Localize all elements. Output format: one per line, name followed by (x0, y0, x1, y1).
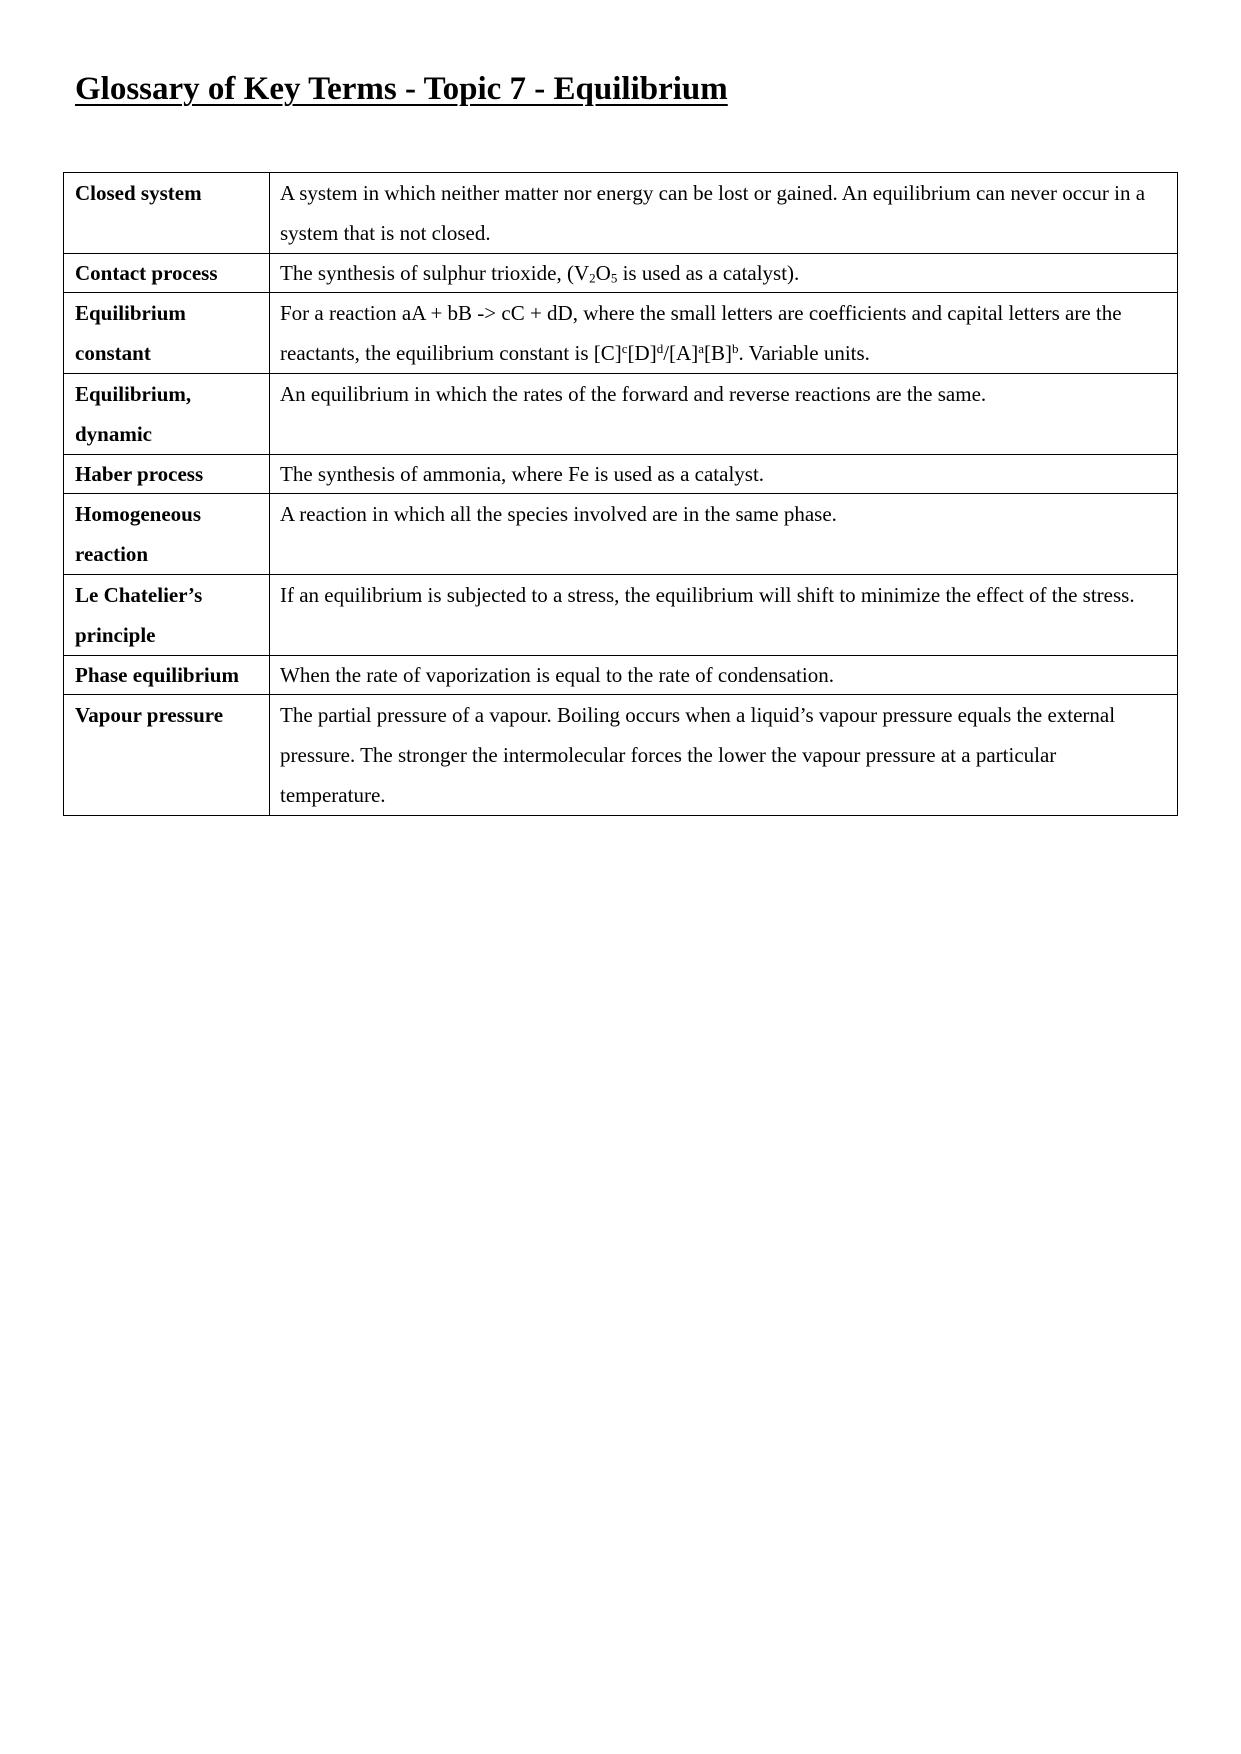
table-row (64, 254, 1178, 293)
glossary-definition: A system in which neither matter nor energy can be lost or gained. An equilibrium can never occur in a system that is not closed. (270, 173, 1178, 254)
glossary-definition (270, 293, 1178, 374)
superscript: c (621, 340, 628, 356)
table-row (64, 374, 1178, 455)
glossary-definition: When the rate of vaporization is equal to the rate of condensation. (270, 656, 1178, 695)
glossary-definition: The synthesis of ammonia, where Fe is used as a catalyst. (270, 455, 1178, 494)
glossary-definition: An equilibrium in which the rates of the forward and reverse reactions are the same. (270, 374, 1178, 455)
glossary-term: Equilibrium, dynamic (64, 374, 270, 455)
glossary-term: Haber process (64, 455, 270, 494)
subscript: 5 (610, 270, 618, 286)
table-row (64, 455, 1178, 494)
table-row (64, 293, 1178, 374)
glossary-definition (270, 254, 1178, 293)
subscript: 2 (589, 270, 596, 286)
definition-text: [D] (627, 341, 657, 365)
glossary-definition: If an equilibrium is subjected to a stress, the equilibrium will shift to minimize the effect of the stress. (270, 575, 1178, 656)
definition-text: The synthesis of sulphur trioxide, (V (280, 261, 590, 285)
definition-text: is used as a catalyst). (617, 261, 800, 285)
glossary-term: Homogeneous reaction (64, 494, 270, 575)
glossary-term: Vapour pressure (64, 695, 270, 816)
definition-text: /[A] (663, 341, 699, 365)
table-row (64, 656, 1178, 695)
definition-text: O (595, 261, 611, 285)
table-row (64, 494, 1178, 575)
glossary-table (63, 172, 1178, 816)
glossary-term: Contact process (64, 254, 270, 293)
glossary-term: Equilibrium constant (64, 293, 270, 374)
glossary-term: Closed system (64, 173, 270, 254)
definition-text: . Variable units. (738, 341, 870, 365)
definition-text: [B] (703, 341, 732, 365)
definition-text: For a reaction aA + bB -> cC + dD, where the small letters are coefficients and capital letters are the reactants, the equilibrium constant is [C] (280, 301, 1122, 365)
table-row (64, 575, 1178, 656)
glossary-term: Phase equilibrium (64, 656, 270, 695)
superscript: b (731, 340, 739, 356)
table-row (64, 173, 1178, 254)
table-row (64, 695, 1178, 816)
glossary-definition: A reaction in which all the species involved are in the same phase. (270, 494, 1178, 575)
superscript: d (656, 340, 664, 356)
page-title: Glossary of Key Terms - Topic 7 - Equilibrium (75, 71, 728, 107)
glossary-definition: The partial pressure of a vapour. Boiling occurs when a liquid’s vapour pressure equals the external pressure. The stronger the intermolecular forces the lower the vapour pressure at a particular temperature. (270, 695, 1178, 816)
superscript: a (698, 340, 704, 356)
glossary-term: Le Chatelier’s principle (64, 575, 270, 656)
